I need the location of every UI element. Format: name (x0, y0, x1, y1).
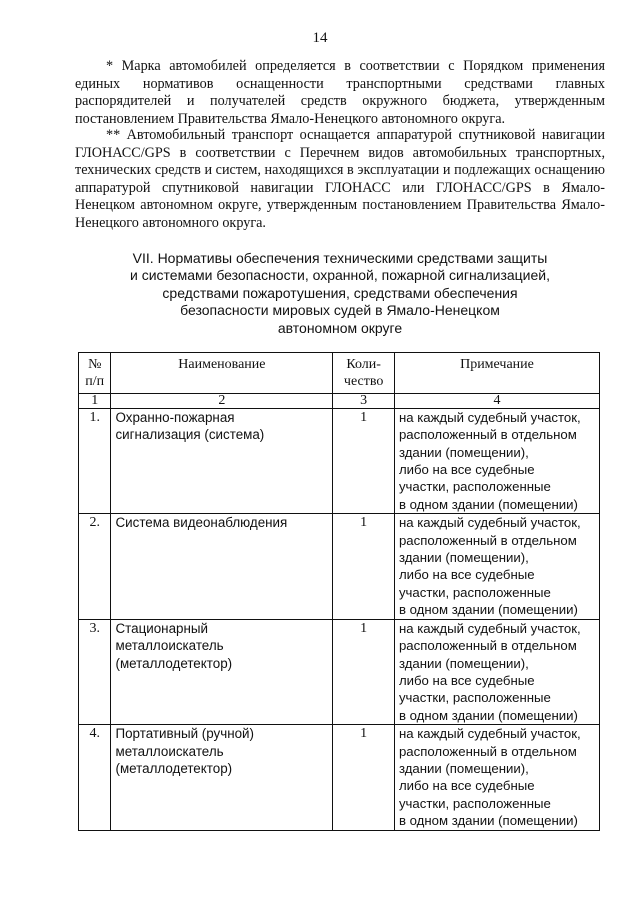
section-title (100, 250, 580, 337)
column-number: 3 (333, 393, 395, 408)
row-quantity: 1 (333, 725, 395, 830)
section-title-line: средствами пожаротушения, средствами обеспечения (162, 284, 518, 301)
column-number: 1 (79, 393, 111, 408)
table-row (79, 619, 600, 724)
row-name: Стационарный металлоискатель (металлодетектор) (111, 619, 333, 724)
row-note: на каждый судебный участок, расположенный в отдельном здании (помещении), либо на все судебные участки, расположенные в одном здании (помещении) (394, 408, 599, 513)
row-quantity: 1 (333, 408, 395, 513)
section-title-line: и системами безопасности, охранной, пожарной сигнализацией, (130, 267, 550, 284)
norms-table (78, 352, 600, 831)
table-row (79, 408, 600, 513)
table-row (79, 725, 600, 830)
section-title-line: автономном округе (277, 319, 403, 336)
page-number: 14 (312, 30, 328, 46)
row-number: 2. (79, 514, 111, 619)
header-name: Наименование (111, 353, 333, 394)
row-name: Система видеонаблюдения (111, 514, 333, 619)
row-number: 1. (79, 408, 111, 513)
row-number: 3. (79, 619, 111, 724)
row-note: на каждый судебный участок, расположенный в отдельном здании (помещении), либо на все судебные участки, расположенные в одном здании (помещении) (394, 725, 599, 830)
column-number: 4 (394, 393, 599, 408)
table-row (79, 514, 600, 619)
footnote-vehicle-brand: * Марка автомобилей определяется в соответствии с Порядком применения единых нормативов оснащенности транспортными средствами главных распорядителей и получателей средств окружного бюджета, утвержденным постановлением Правительства Ямало-Ненецкого автономного округа. (75, 58, 605, 127)
row-note: на каждый судебный участок, расположенный в отдельном здании (помещении), либо на все судебные участки, расположенные в одном здании (помещении) (394, 619, 599, 724)
row-name: Охранно-пожарная сигнализация (система) (111, 408, 333, 513)
footnote-glonass-navigation: ** Автомобильный транспорт оснащается аппаратурой спутниковой навигации ГЛОНАСС/GPS в соответствии с Перечнем видов автомобильных транспортных, технических средств и систем, находящихся в эксплуатации и подлежащих оснащению аппаратурой спутниковой навигации ГЛОНАСС или ГЛОНАСС/GPS в Ямало-Ненецком автономном округе, утвержденным постановлением Правительства Ямало-Ненецкого автономного округа. (75, 127, 605, 231)
row-name: Портативный (ручной) металлоискатель (металлодетектор) (111, 725, 333, 830)
row-quantity: 1 (333, 514, 395, 619)
row-note: на каждый судебный участок, расположенный в отдельном здании (помещении), либо на все судебные участки, расположенные в одном здании (помещении) (394, 514, 599, 619)
column-number: 2 (111, 393, 333, 408)
section-title-line: безопасности мировых судей в Ямало-Ненецком (180, 302, 500, 319)
row-quantity: 1 (333, 619, 395, 724)
header-note: Примечание (394, 353, 599, 394)
table-header-row (79, 353, 600, 394)
header-number: № п/п (79, 353, 111, 394)
header-quantity: Коли- чество (333, 353, 395, 394)
section-title-line: VII. Нормативы обеспечения техническими средствами защиты (132, 250, 548, 266)
column-numbers-row (79, 393, 600, 408)
row-number: 4. (79, 725, 111, 830)
